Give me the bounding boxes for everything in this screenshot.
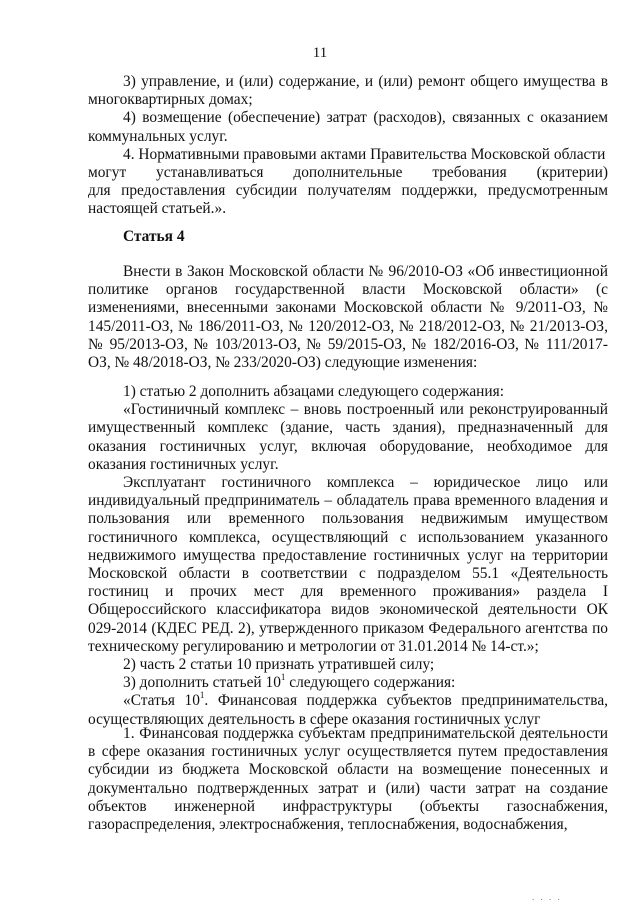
new-article-superscript: 1 (199, 690, 205, 701)
new-article-title (88, 692, 608, 728)
new-article-title-start: «Статья 10 (123, 692, 200, 710)
change-1: 1) статью 2 дополнить абзацами следующего содержания: (123, 383, 504, 400)
point-4-line-3: для предоставления субсидии получателям поддержки, предусмотренным настоящей статьей.». (88, 182, 608, 218)
changes-block (88, 383, 608, 729)
article-heading-block (88, 228, 608, 246)
change-3-text-end: следующего содержания: (285, 674, 456, 692)
article-point-1: 1. Финансовая поддержка субъектам предпринимательской деятельности в сфере оказания гостиничных услуг осуществляется путем предоставления субсидии из бюджета Московской области на возмещение понесенных и документально подтвержденных затрат и (или) части затрат на создание объектов инженерной инфраструктуры (объекты газоснабжения, газораспределения, электроснабжения, теплоснабжения, водоснабжения, (88, 725, 608, 834)
change-2: 2) часть 2 статьи 10 признать утратившей силу; (123, 656, 435, 674)
list-item-3: 3) управление, и (или) содержание, и (или) ремонт общего имущества в многоквартирных домах; (88, 73, 608, 109)
point-4-line-2: могут устанавливаться дополнительные требования (критерии) (88, 164, 608, 182)
list-item-4: 4) возмещение (обеспечение) затрат (расходов), связанных с оказанием коммунальных услуг. (88, 109, 608, 145)
change-3-text: 3) дополнить статьей 10 (123, 674, 281, 692)
article-intro-block (88, 263, 608, 372)
article-intro: Внести в Закон Московской области № 96/2010-ОЗ «Об инвестиционной политике органов государственной власти Московской области» (с изменениями, внесенными законами Московской области № 9/2011-ОЗ, № 145/2011-ОЗ, № 186/2011-ОЗ, № 120/2012-ОЗ, № 218/2012-ОЗ, № 21/2013-ОЗ, № 95/2013-ОЗ, № 103/2013-ОЗ, № 59/2015-ОЗ, № 182/2016-ОЗ, № 111/2017-ОЗ, № 48/2018-ОЗ, № 233/2020-ОЗ) следующие изменения: (88, 263, 608, 372)
change-1-definition-operator: Эксплуатант гостиничного комплекса – юридическое лицо или индивидуальный предприниматель – обладатель права временного владения и пользования или временного пользования недвижимым имуществом гостиничного комплекса, осуществляющий с использованием указанного недвижимого имущества предоставление гостиничных услуг на территории Московской области в соответствии с подразделом 55.1 «Деятельность гостиниц и прочих мест для временного проживания» раздела I Общероссийского классификатора видов экономической деятельности ОК 029-2014 (КДЕС РЕД. 2), утвержденного приказом Федерального агентства по техническому регулированию и метрологии от 31.01.2014 № 14-ст.»; (88, 474, 608, 655)
article-heading: Статья 4 (123, 228, 185, 245)
scan-artifact: . . . . (532, 892, 562, 902)
change-3-superscript: 1 (280, 672, 286, 683)
final-block (88, 725, 608, 834)
page-number: 11 (312, 45, 328, 61)
point-4-line-1: 4. Нормативными правовыми актами Правительства Московской области (123, 145, 606, 163)
change-1-definition-hotel: «Гостиничный комплекс – вновь построенный или реконструированный имущественный комплекс (здание, часть здания), предназначенный для оказания гостиничных услуг, включая оборудование, необходимое для оказания гостиничных услуг. (88, 401, 608, 473)
new-article-title-end: . Финансовая поддержка субъектов предпринимательства, осуществляющих деятельность в сфере оказания гостиничных услуг (88, 692, 609, 728)
list-continuation (88, 73, 608, 219)
change-3 (88, 674, 608, 692)
